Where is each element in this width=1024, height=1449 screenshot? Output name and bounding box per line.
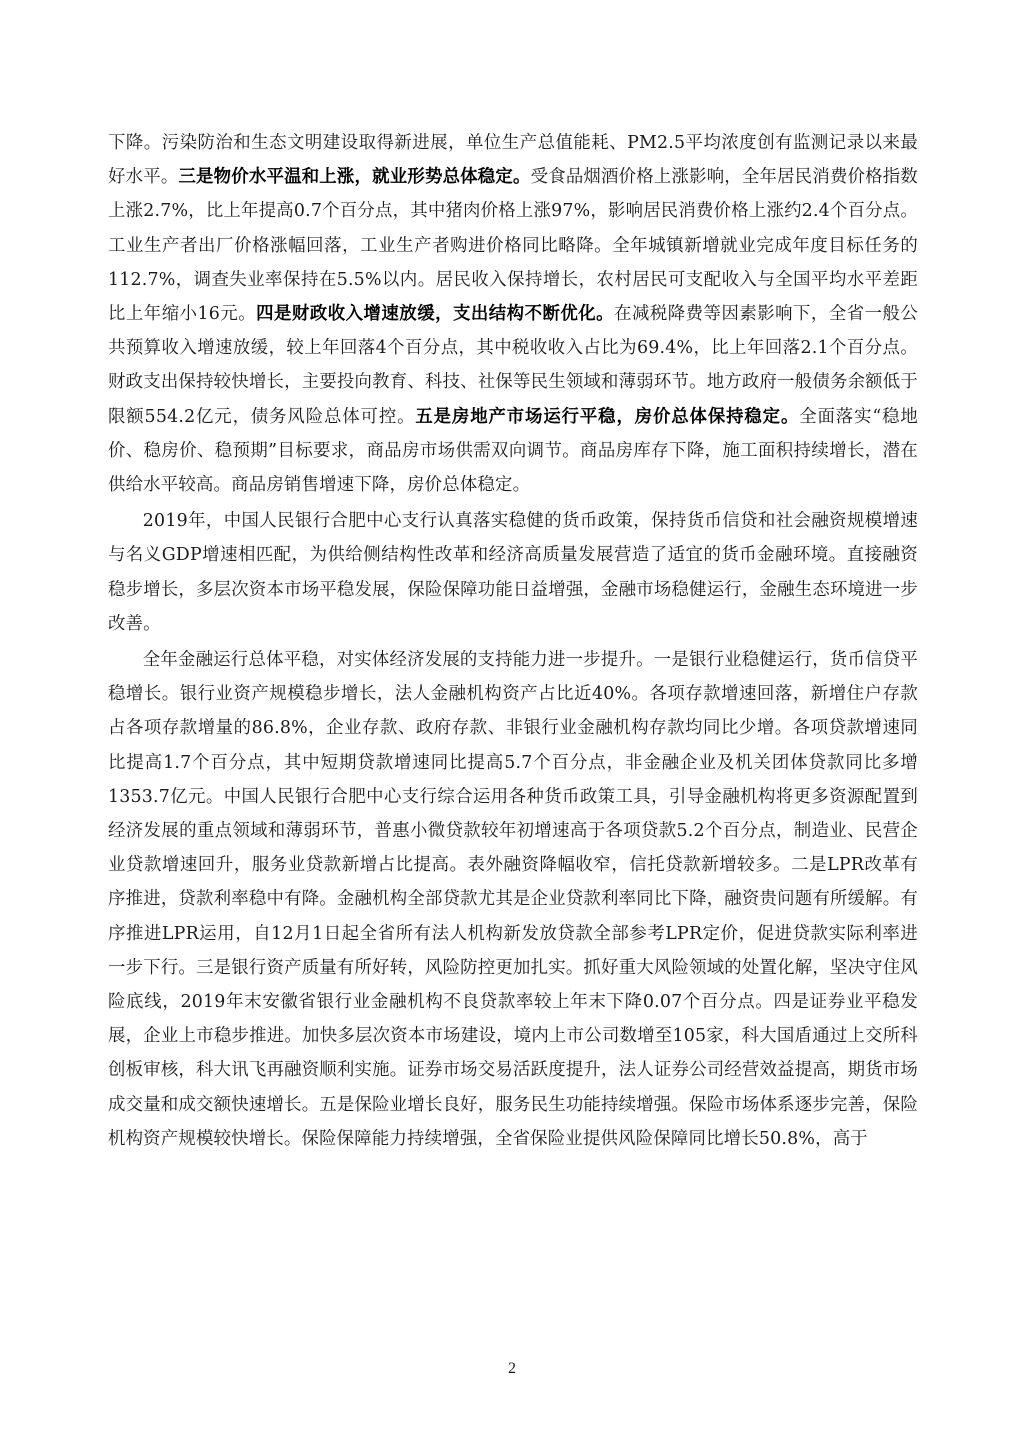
para1-segment-1: 下降。污染防治和生态文明建设取得新进展，单位生产总值能耗、PM2.5平均浓度创有监测记录以来最好水平。 [108, 133, 918, 188]
para3-segment-1: 全年金融运行总体平稳，对实体经济发展的支持能力进一步提升。一是银行业稳健运行，货币信贷平稳增长。银行业资产规模稳步增长，法人金融机构资产占比近40%。各项存款增速回落，新增住户存款占各项存款增量的86.8%，企业存款、政府存款、非银行业金融机构存款均同比少增。各项贷款增速同比提高1.7个百分点，其中短期贷款增速同比提高5.7个百分点，非金融企业及机关团体贷款同比多增1353.7亿元。中国人民银行合肥中心支行综合运用各种货币政策工具，引导金融机构将更多资源配置到经济发展的重点领域和薄弱环节，普惠小微贷款较年初增速高于各项贷款5.2个百分点，制造业、民营企业贷款增速回升，服务业贷款新增占比提高。表外融资降幅收窄，信托贷款新增较多。二是LPR改革有序推进，贷款利率稳中有降。金融机构全部贷款尤其是企业贷款利率同比下降，融资贵问题有所缓解。有序推进LPR运用，自12月1日起全省所有法人机构新发放贷款全部参考LPR定价，促进贷款实际利率进一步下行。三是银行资产质量有所好转，风险防控更加扎实。抓好重大风险领域的处置化解，坚决守住风险底线，2019年末安徽省银行业金融机构不良贷款率较上年末下降0.07个百分点。四是证券业平稳发展，企业上市稳步推进。加快多层次资本市场建设，境内上市公司数增至105家，科大国盾通过上交所科创板审核，科大讯飞再融资顺利实施。证券市场交易活跃度提升，法人证券公司经营效益提高，期货市场成交量和成交额快速增长。五是保险业增长良好，服务民生功能持续增强。保险市场体系逐步完善，保险机构资产规模较快增长。保险保障能力持续增强，全省保险业提供风险保障同比增长50.8%，高于 [108, 650, 918, 1149]
paragraph-1 [108, 126, 918, 502]
para1-heading-prices-employment: 三是物价水平温和上涨，就业形势总体稳定。 [178, 167, 531, 188]
paragraph-3 [108, 643, 918, 1156]
para1-heading-real-estate: 五是房地产市场运行平稳，房价总体保持稳定。 [415, 406, 800, 427]
document-body [108, 126, 918, 1156]
para2-segment-1: 2019年，中国人民银行合肥中心支行认真落实稳健的货币政策，保持货币信贷和社会融资规模增速与名义GDP增速相匹配，为供给侧结构性改革和经济高质量发展营造了适宜的货币金融环境。直接融资稳步增长，多层次资本市场平稳发展，保险保障功能日益增强，金融市场稳健运行，金融生态环境进一步改善。 [108, 511, 918, 634]
para1-segment-3: 受食品烟酒价格上涨影响，全年居民消费价格指数上涨2.7%，比上年提高0.7个百分点，其中猪肉价格上涨97%，影响居民消费价格上涨约2.4个百分点。工业生产者出厂价格涨幅回落，工业生产者购进价格同比略降。全年城镇新增就业完成年度目标任务的112.7%，调查失业率保持在5.5%以内。居民收入保持增长，农村居民可支配收入与全国平均水平差距比上年缩小16元。 [108, 167, 918, 325]
para1-heading-fiscal: 四是财政收入增速放缓，支出结构不断优化。 [256, 304, 615, 325]
para1-segment-5: 在减税降费等因素影响下，全省一般公共预算收入增速放缓，较上年回落4个百分点，其中税收收入占比为69.4%，比上年回落2.1个百分点。财政支出保持较快增长，主要投向教育、科技、社保等民生领域和薄弱环节。地方政府一般债务余额低于限额554.2亿元，债务风险总体可控。 [108, 304, 918, 427]
paragraph-2 [108, 504, 918, 641]
page-number: 2 [508, 1360, 516, 1377]
para1-segment-7: 全面落实“稳地价、稳房价、稳预期”目标要求，商品房市场供需双向调节。商品房库存下降，施工面积持续增长，潜在供给水平较高。商品房销售增速下降，房价总体稳定。 [108, 406, 918, 496]
